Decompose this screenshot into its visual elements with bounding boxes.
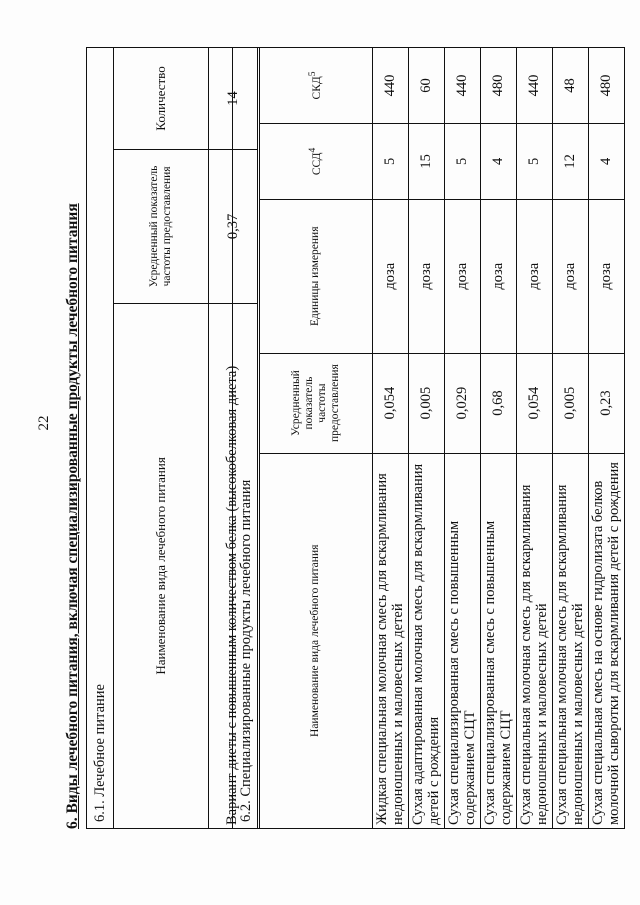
row-ssd: 5	[373, 123, 409, 199]
page-number: 22	[36, 415, 52, 431]
row-unit: доза	[589, 199, 625, 353]
row-freq: 0,054	[373, 353, 409, 453]
row-unit: доза	[517, 199, 553, 353]
row-ssd: 4	[589, 123, 625, 199]
table1-row-freq: 0,37	[209, 149, 258, 303]
table-row	[373, 48, 409, 829]
table-row	[589, 48, 625, 829]
row-name: Сухая специальная молочная смесь для вскармливания недоношенных и маловесных детей	[517, 453, 553, 828]
row-ssd: 5	[517, 123, 553, 199]
row-skd: 48	[553, 48, 589, 124]
row-ssd: 12	[553, 123, 589, 199]
table1-header-qty: Количество	[114, 48, 209, 150]
row-name: Сухая специализированная смесь с повышенным содержанием СЦТ	[481, 453, 517, 828]
table2-header-freq: Усредненный показатель частоты предоставления	[260, 353, 373, 453]
skd-label: СКД	[311, 76, 324, 100]
table-row	[517, 48, 553, 829]
row-ssd: 4	[481, 123, 517, 199]
table1-header-name: Наименование вида лечебного питания	[114, 303, 209, 828]
row-unit: доза	[409, 199, 445, 353]
table-row	[409, 48, 445, 829]
row-name: Жидкая специальная молочная смесь для вскармливания недоношенных и маловесных детей	[373, 453, 409, 828]
table-row	[553, 48, 589, 829]
row-skd: 480	[589, 48, 625, 124]
row-skd: 440	[517, 48, 553, 124]
table2-caption: 6.2. Специализированные продукты лечебного питания	[233, 48, 260, 829]
row-freq: 0,029	[445, 353, 481, 453]
row-unit: доза	[373, 199, 409, 353]
ssd-label: ССД	[311, 152, 324, 176]
table1-row-qty: 14	[209, 48, 258, 150]
table-specialized-products	[232, 47, 625, 829]
row-freq: 0,68	[481, 353, 517, 453]
table1-row-name: Вариант диеты с повышенным количеством белка (высокобелковая диета)	[209, 303, 258, 828]
row-freq: 0,054	[517, 353, 553, 453]
table1-header-freq: Усредненный показатель частоты предоставления	[114, 149, 209, 303]
table2-header-ssd	[260, 123, 373, 199]
skd-footnote-mark: 5	[307, 71, 319, 77]
row-unit: доза	[553, 199, 589, 353]
row-name: Сухая специальная смесь на основе гидролизата белков молочной сыворотки для вскармливания детей с рождения	[589, 453, 625, 828]
row-name: Сухая адаптированная молочная смесь для вскармливания детей с рождения	[409, 453, 445, 828]
table2-header-skd	[260, 48, 373, 124]
row-freq: 0,23	[589, 353, 625, 453]
row-ssd: 5	[445, 123, 481, 199]
row-skd: 60	[409, 48, 445, 124]
row-name: Сухая специализированная смесь с повышенным содержанием СЦТ	[445, 453, 481, 828]
table-row	[481, 48, 517, 829]
row-ssd: 15	[409, 123, 445, 199]
row-unit: доза	[481, 199, 517, 353]
row-name: Сухая специальная молочная смесь для вскармливания недоношенных и маловесных детей	[553, 453, 589, 828]
row-freq: 0,005	[553, 353, 589, 453]
row-freq: 0,005	[409, 353, 445, 453]
section-title: 6. Виды лечебного питания, включая специализированные продукты лечебного питания	[64, 203, 81, 829]
row-unit: доза	[445, 199, 481, 353]
row-skd: 480	[481, 48, 517, 124]
row-skd: 440	[445, 48, 481, 124]
table-row	[445, 48, 481, 829]
table1-caption: 6.1. Лечебное питание	[87, 48, 114, 829]
row-skd: 440	[373, 48, 409, 124]
table2-header-unit: Единицы измерения	[260, 199, 373, 353]
table2-header-name: Наименование вида лечебного питания	[260, 453, 373, 828]
ssd-footnote-mark: 4	[307, 147, 319, 153]
